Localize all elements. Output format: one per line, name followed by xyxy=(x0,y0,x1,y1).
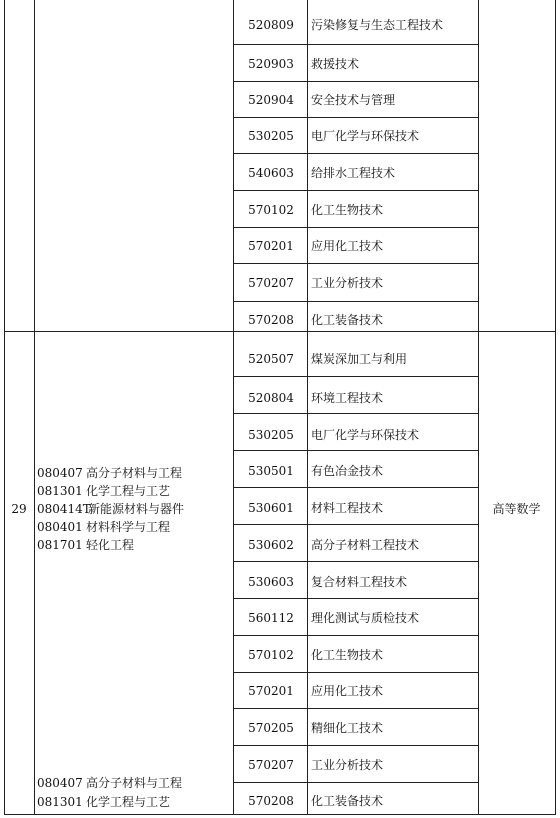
major-name: 救援技术 xyxy=(311,57,360,71)
major-code: 520507 xyxy=(248,352,294,366)
major-code: 520904 xyxy=(248,93,294,107)
table-divider-name xyxy=(478,0,479,815)
major-name: 复合材料工程技术 xyxy=(311,575,408,589)
major-code: 530205 xyxy=(248,428,294,442)
major-name: 理化测试与质检技术 xyxy=(311,611,420,625)
undergrad-major-code: 080407 xyxy=(37,466,83,480)
major-code: 570201 xyxy=(248,684,294,698)
major-name: 应用化工技术 xyxy=(311,684,384,698)
major-code: 540603 xyxy=(248,166,294,180)
major-code: 570102 xyxy=(248,648,294,662)
major-code: 570207 xyxy=(248,758,294,772)
major-name: 工业分析技术 xyxy=(311,276,384,290)
undergrad-major-name: 高分子材料与工程 xyxy=(86,466,183,480)
major-code: 520809 xyxy=(248,18,294,32)
major-code: 570201 xyxy=(248,239,294,253)
undergrad-major-name: 轻化工程 xyxy=(86,538,135,552)
major-name: 给排水工程技术 xyxy=(311,166,396,180)
major-name: 煤炭深加工与利用 xyxy=(311,352,408,366)
major-code: 560112 xyxy=(248,611,294,625)
major-name: 化工装备技术 xyxy=(311,313,384,327)
row-line xyxy=(233,524,478,525)
table-border-right xyxy=(555,0,556,815)
row-line xyxy=(233,44,478,45)
row-line xyxy=(233,782,478,783)
row-line xyxy=(233,81,478,82)
row-line xyxy=(233,635,478,636)
undergrad-major-code: 081301 xyxy=(37,484,83,498)
major-name: 精细化工技术 xyxy=(311,721,384,735)
row-line xyxy=(233,263,478,264)
row-line xyxy=(233,376,478,377)
row-line xyxy=(233,598,478,599)
major-code: 570207 xyxy=(248,276,294,290)
row-line xyxy=(233,450,478,451)
major-code: 530501 xyxy=(248,464,294,478)
major-code: 520804 xyxy=(248,391,294,405)
row-line xyxy=(233,153,478,154)
undergrad-major-code: 081301 xyxy=(37,795,83,809)
row-line xyxy=(233,708,478,709)
table-border-left xyxy=(4,0,5,815)
row-index: 29 xyxy=(11,502,27,516)
major-name: 材料工程技术 xyxy=(311,501,384,515)
exam-subject: 高等数学 xyxy=(492,502,541,516)
major-name: 环境工程技术 xyxy=(311,391,384,405)
major-code: 570205 xyxy=(248,721,294,735)
row-line xyxy=(233,561,478,562)
major-code: 520903 xyxy=(248,57,294,71)
major-code: 570208 xyxy=(248,313,294,327)
major-name: 应用化工技术 xyxy=(311,239,384,253)
undergrad-major-code: 080407 xyxy=(37,776,83,790)
undergrad-major-code: 080414T xyxy=(37,502,91,516)
major-code: 530603 xyxy=(248,575,294,589)
row-line xyxy=(233,487,478,488)
undergrad-major-name: 化学工程与工艺 xyxy=(86,484,171,498)
row-line xyxy=(233,301,478,302)
major-name: 高分子材料工程技术 xyxy=(311,538,420,552)
row-line xyxy=(233,672,478,673)
undergrad-major-name: 材料科学与工程 xyxy=(86,520,171,534)
table-divider-index xyxy=(34,0,35,815)
undergrad-major-name: 化学工程与工艺 xyxy=(86,795,171,809)
undergrad-major-code: 080401 xyxy=(37,520,83,534)
major-name: 污染修复与生态工程技术 xyxy=(311,18,444,32)
major-name: 化工生物技术 xyxy=(311,648,384,662)
major-code: 530601 xyxy=(248,501,294,515)
undergrad-major-name: 高分子材料与工程 xyxy=(86,776,183,790)
row-line xyxy=(233,117,478,118)
row-line xyxy=(233,413,478,414)
major-code: 530205 xyxy=(248,129,294,143)
major-code: 530602 xyxy=(248,538,294,552)
major-name: 电厂化学与环保技术 xyxy=(311,129,420,143)
row-line xyxy=(233,745,478,746)
table-divider-code xyxy=(307,0,308,815)
major-name: 安全技术与管理 xyxy=(311,93,396,107)
undergrad-major-code: 081701 xyxy=(37,538,83,552)
row-line xyxy=(233,190,478,191)
undergrad-major-name: 新能源材料与器件 xyxy=(88,502,185,516)
table-block-separator xyxy=(4,331,556,332)
table-divider-majors xyxy=(233,0,234,815)
major-name: 工业分析技术 xyxy=(311,758,384,772)
table-border-bottom xyxy=(4,814,556,815)
row-line xyxy=(233,227,478,228)
major-name: 化工生物技术 xyxy=(311,203,384,217)
major-code: 570208 xyxy=(248,794,294,808)
major-name: 电厂化学与环保技术 xyxy=(311,428,420,442)
major-name: 有色冶金技术 xyxy=(311,464,384,478)
major-code: 570102 xyxy=(248,203,294,217)
major-name: 化工装备技术 xyxy=(311,794,384,808)
